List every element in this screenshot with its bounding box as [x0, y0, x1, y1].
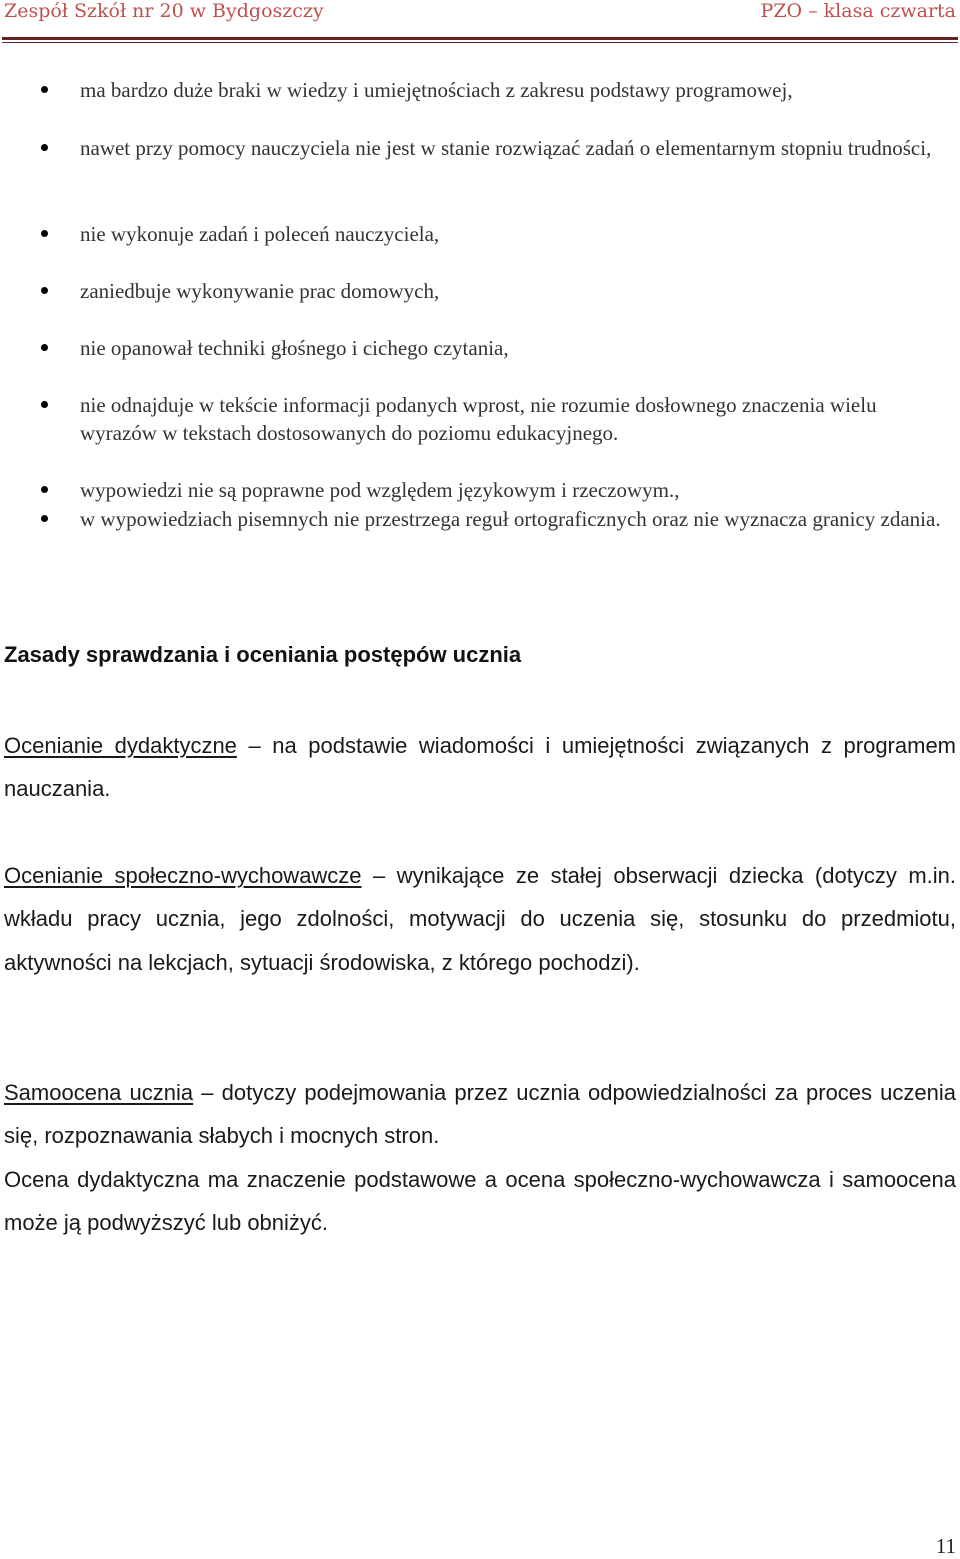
header-rule — [2, 37, 958, 40]
bullet-dot-icon — [41, 486, 48, 493]
paragraph-self-assessment — [4, 1071, 956, 1158]
bullet-dot-icon — [41, 144, 48, 151]
page-number: 11 — [935, 1534, 956, 1558]
list-item: nie wykonuje zadań i poleceń nauczyciela, — [80, 222, 440, 246]
list-item: nie odnajduje w tekście informacji podanych wprost, nie rozumie dosłownego znaczenia wielu wyrazów w tekstach dostosowanych do poziomu edukacyjnego. — [80, 393, 877, 445]
bullet-dot-icon — [41, 344, 48, 351]
paragraph-text: Ocena dydaktyczna ma znaczenie podstawowe a ocena społeczno-wychowawcza i samoocena może ją podwyższyć lub obniżyć. — [4, 1167, 956, 1236]
paragraph-didactic-assessment — [4, 724, 956, 811]
list-item: ma bardzo duże braki w wiedzy i umiejętnościach z zakresu podstawy programowej, — [80, 78, 793, 102]
list-item: nawet przy pomocy nauczyciela nie jest w stanie rozwiązać zadań o elementarnym stopniu trudności, — [80, 136, 932, 160]
paragraph-summary — [4, 1158, 956, 1245]
bullet-dot-icon — [41, 401, 48, 408]
paragraph-term: Samoocena ucznia — [4, 1080, 194, 1105]
section-title: Zasady sprawdzania i oceniania postępów ucznia — [4, 642, 522, 667]
list-item: w wypowiedziach pisemnych nie przestrzega reguł ortograficznych oraz nie wyznacza granicy zdania. — [80, 507, 941, 531]
list-item: wypowiedzi nie są poprawne pod względem językowym i rzeczowym., — [80, 478, 680, 502]
paragraph-text: – wynikające ze stałej obserwacji dziecka (dotyczy m.in. wkładu pracy ucznia, jego zdolności, motywacji do uczenia się, stosunku do przedmiotu, aktywności na lekcjach, sytuacji środowiska, z którego pochodzi). — [4, 863, 956, 975]
bullet-dot-icon — [41, 515, 48, 522]
header-document-title: PZO – klasa czwarta — [760, 0, 956, 22]
paragraph-term: Ocenianie dydaktyczne — [4, 733, 237, 758]
bullet-dot-icon — [41, 230, 48, 237]
paragraph-term: Ocenianie społeczno-wychowawcze — [4, 863, 362, 888]
list-item: nie opanował techniki głośnego i cichego czytania, — [80, 336, 509, 360]
bullet-dot-icon — [41, 86, 48, 93]
page-header — [0, 0, 960, 46]
list-item: zaniedbuje wykonywanie prac domowych, — [80, 279, 440, 303]
header-school-name: Zespół Szkół nr 20 w Bydgoszczy — [4, 0, 324, 22]
header-rule-thin — [2, 42, 958, 43]
paragraph-text: – dotyczy podejmowania przez ucznia odpowiedzialności za proces uczenia się, rozpoznawania słabych i mocnych stron. — [4, 1080, 956, 1149]
bullet-dot-icon — [41, 287, 48, 294]
paragraph-text: – na podstawie wiadomości i umiejętności związanych z programem nauczania. — [4, 733, 957, 802]
paragraph-social-assessment — [4, 854, 956, 984]
